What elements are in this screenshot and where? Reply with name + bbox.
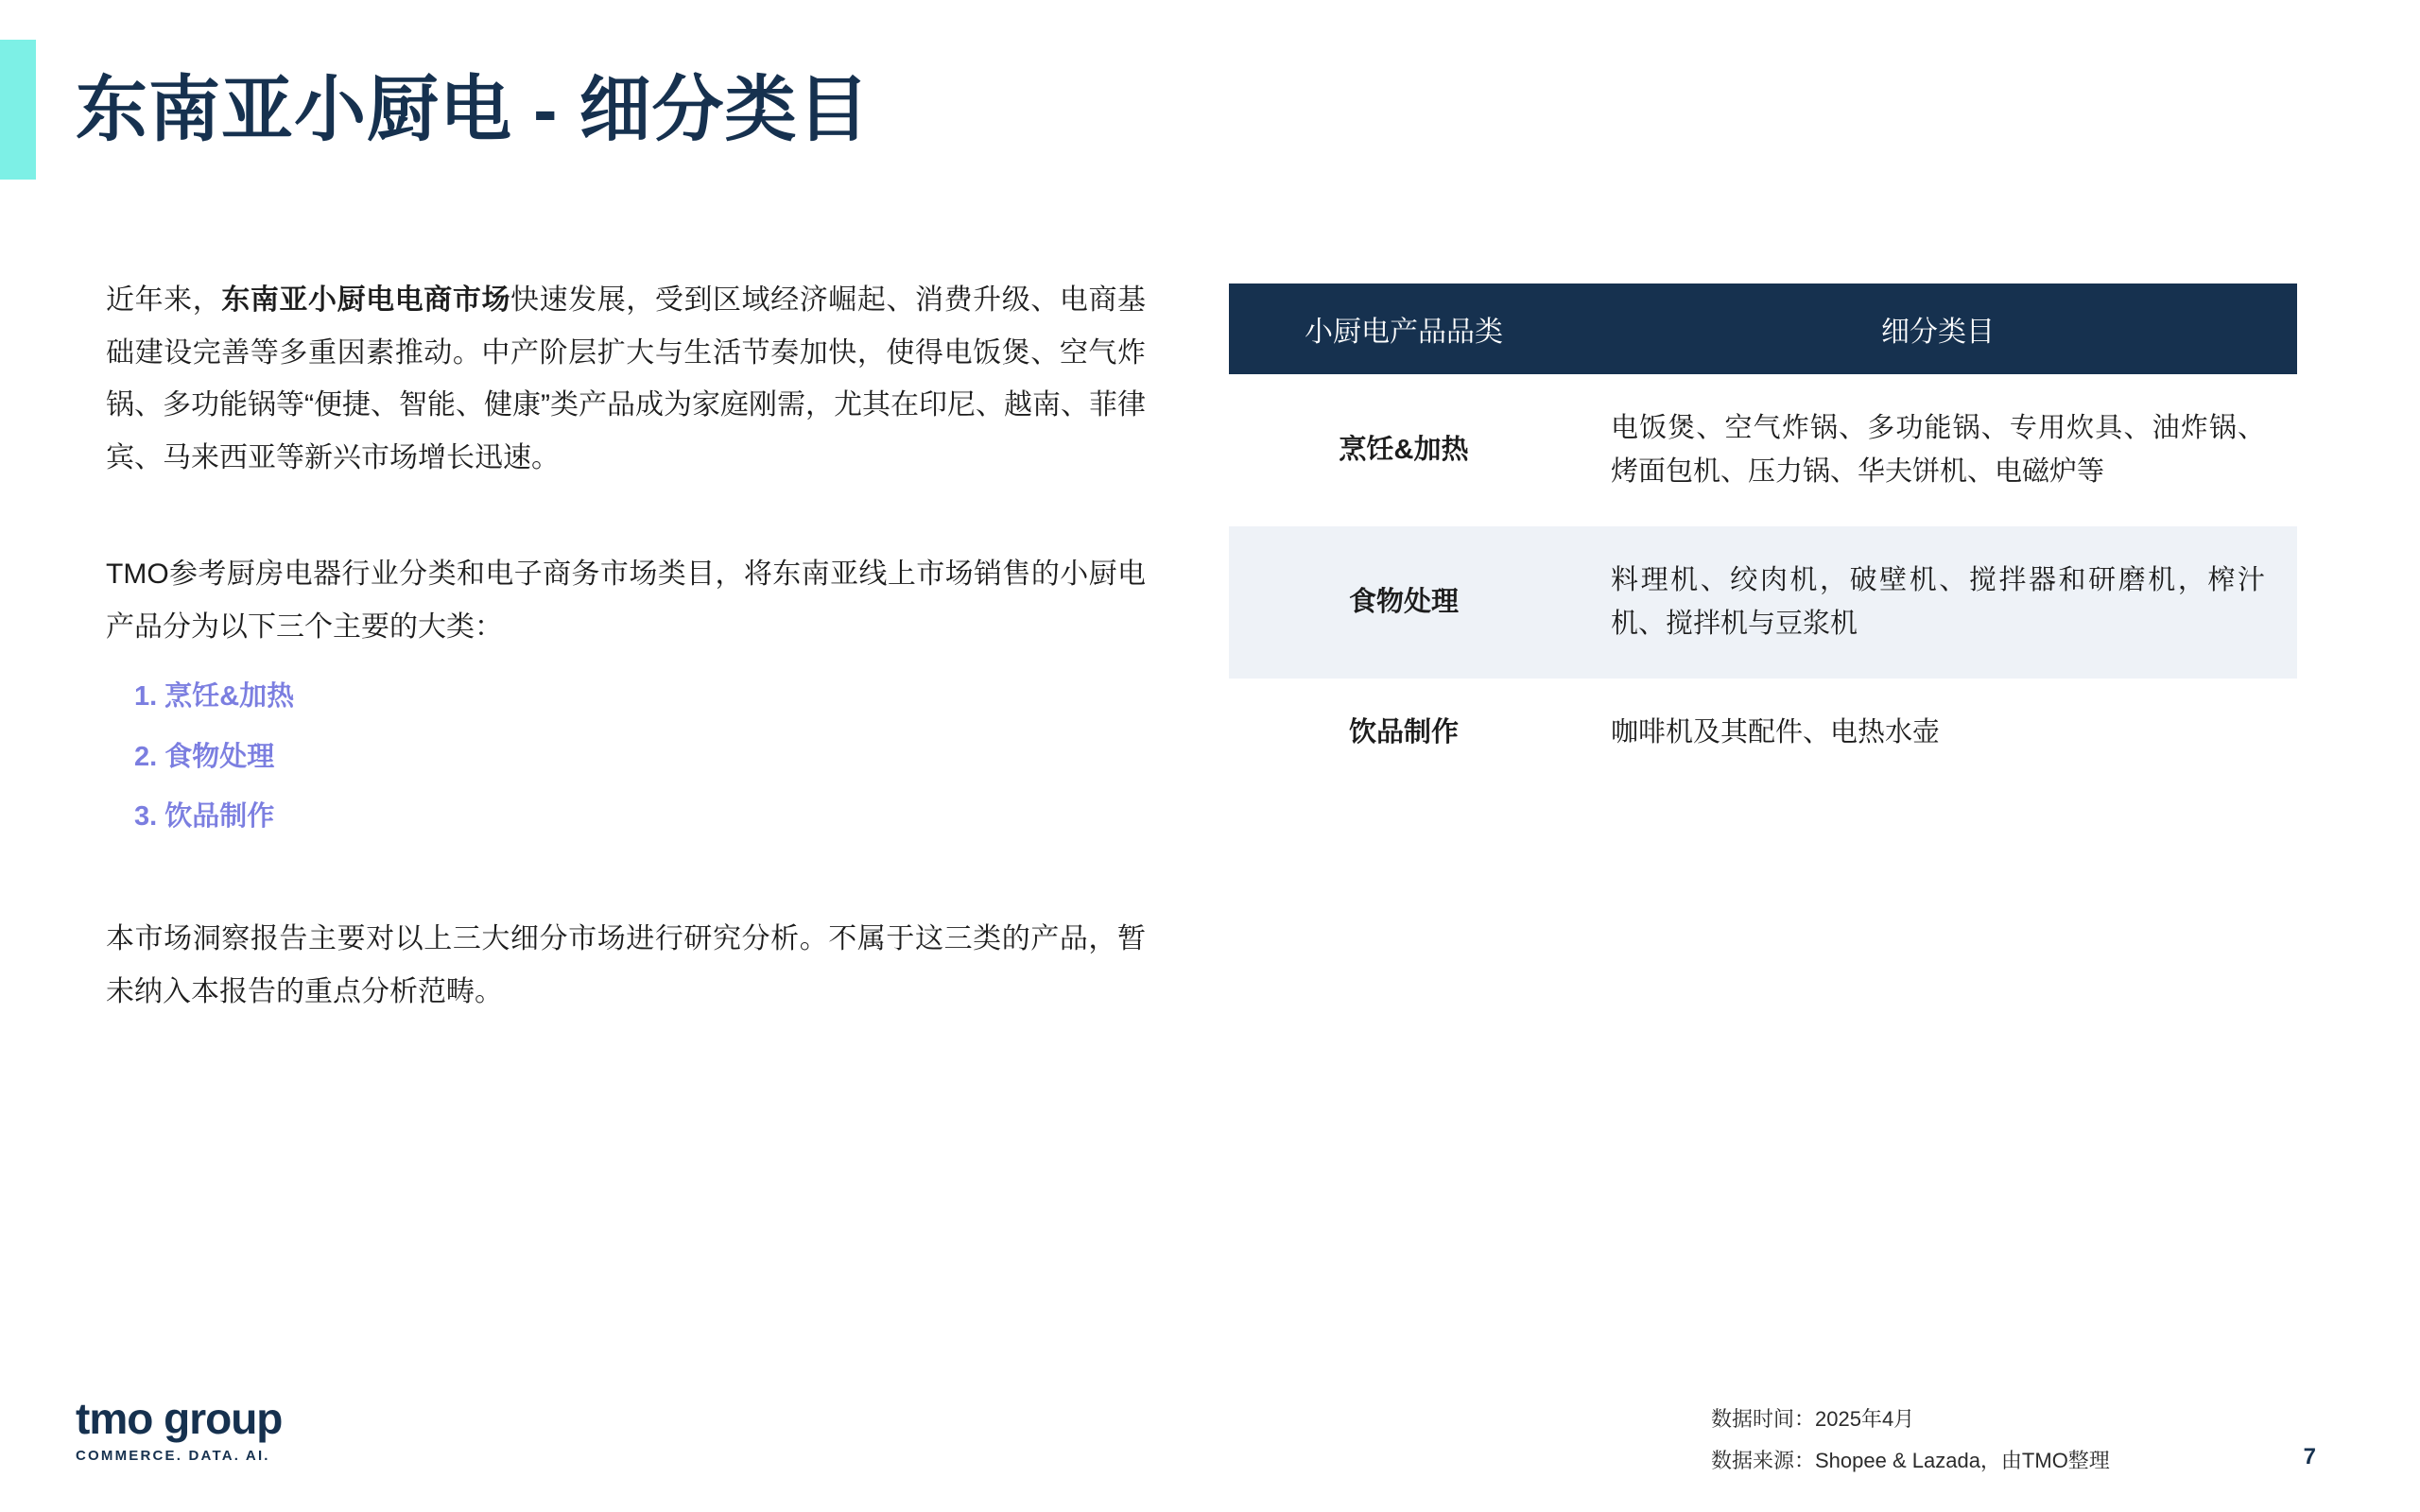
subcategory-table (1229, 284, 2297, 786)
table-row (1229, 526, 2297, 679)
left-text-column (106, 274, 1146, 1044)
footer-meta (1711, 1399, 2240, 1482)
page-number: 7 (2303, 1444, 2316, 1469)
logo-tagline: COMMERCE. DATA. AI. (76, 1448, 270, 1464)
intro-paragraph (106, 274, 1146, 484)
table-cell-subcategory: 料理机、绞肉机，破壁机、搅拌器和研磨机，榨汁机、搅拌机与豆浆机 (1579, 526, 2297, 679)
intro-part2: 快速发展，受到区域经济崛起、消费升级、电商基础建设完善等多重因素推动。中产阶层扩大与生活节奏加快，使得电饭煲、空气炸锅、多功能锅等“便捷、智能、健康”类产品成为家庭刚需，尤其在印尼、越南、菲律宾、马来西亚等新兴市场增长迅速。 (106, 284, 1147, 473)
data-time: 数据时间：2025年4月 (1711, 1407, 1915, 1431)
logo-wordmark: tmo group (76, 1394, 283, 1443)
list-item: 2. 食物处理 (134, 741, 275, 772)
intro-bold: 东南亚小厨电电商市场 (221, 284, 511, 316)
classification-paragraph: TMO参考厨房电器行业分类和电子商务市场类目，将东南亚线上市场销售的小厨电产品分为以下三个主要的大类： (106, 558, 1146, 643)
table-header-subcategory: 细分类目 (1579, 284, 2297, 374)
table-row (1229, 374, 2297, 526)
tmo-logo (76, 1394, 321, 1464)
table-row (1229, 679, 2297, 786)
list-item: 1. 烹饪&加热 (134, 681, 295, 712)
table-cell-category: 饮品制作 (1348, 716, 1459, 747)
page-title: 东南亚小厨电 - 细分类目 (76, 70, 871, 150)
table-cell-category: 食物处理 (1229, 526, 1579, 679)
data-source: 数据来源：Shopee & Lazada，由TMO整理 (1711, 1449, 2110, 1472)
table-cell-subcategory: 咖啡机及其配件、电热水壶 (1611, 716, 1941, 747)
scope-paragraph: 本市场洞察报告主要对以上三大细分市场进行研究分析。不属于这三类的产品，暂未纳入本报告的重点分析范畴。 (106, 923, 1146, 1007)
category-list (106, 679, 1146, 835)
table-header-row (1229, 284, 2297, 374)
table-cell-subcategory: 电饭煲、空气炸锅、多功能锅、专用炊具、油炸锅、烤面包机、压力锅、华夫饼机、电磁炉等 (1611, 413, 2265, 488)
table-cell-category: 烹饪&加热 (1339, 435, 1469, 466)
table-header-category: 小厨电产品品类 (1229, 284, 1579, 374)
title-accent-bar (0, 40, 36, 180)
intro-part1: 近年来， (106, 284, 222, 316)
subcategory-table-wrapper (1229, 284, 2297, 786)
list-item: 3. 饮品制作 (134, 801, 275, 833)
